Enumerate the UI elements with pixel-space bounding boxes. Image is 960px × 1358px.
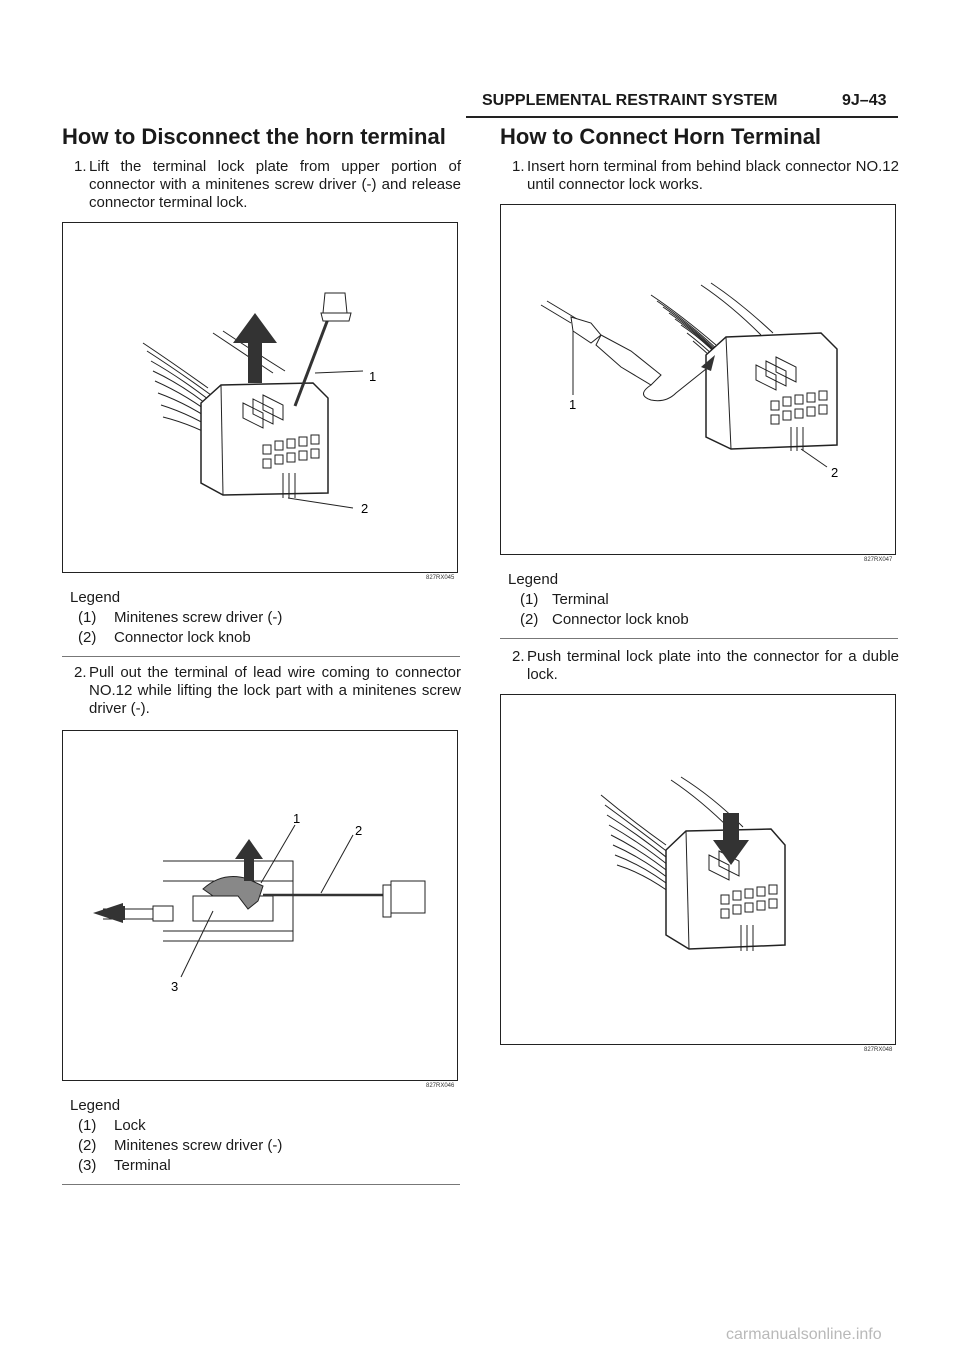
legend-key: (1) [78, 609, 97, 626]
fig1-callout-1: 1 [369, 369, 377, 384]
fig1-callout-2: 2 [361, 501, 369, 516]
header-page-number: 9J–43 [842, 92, 887, 109]
legend-3 [508, 570, 898, 634]
legend-key: (2) [520, 611, 539, 628]
right-step-2 [512, 648, 899, 684]
legend-key: (1) [78, 1117, 97, 1134]
step-text: Push terminal lock plate into the connector for a duble lock. [527, 648, 899, 683]
section-divider [500, 638, 898, 639]
legend-1 [70, 588, 460, 652]
step-text: Lift the terminal lock plate from upper portion of connector with a minitenes screw driver (-) and release connector terminal lock. [89, 158, 461, 211]
legend-label: Terminal [114, 1157, 171, 1174]
figure-827RX048 [500, 694, 896, 1045]
step-number: 1. [512, 158, 525, 175]
left-step-1 [74, 158, 461, 212]
lock-plate-push-illustration [501, 695, 895, 1044]
header-section-title: SUPPLEMENTAL RESTRAINT SYSTEM [482, 92, 778, 109]
fig2-callout-1: 1 [293, 811, 301, 826]
fig3-callout-2: 2 [831, 465, 839, 480]
legend-label: Lock [114, 1117, 146, 1134]
step-text: Pull out the terminal of lead wire coming to connector NO.12 while lifting the lock part with a minitenes screw driver (-). [89, 664, 461, 717]
legend-key: (2) [78, 1137, 97, 1154]
step-number: 1. [74, 158, 87, 175]
terminal-insert-illustration [501, 205, 895, 554]
terminal-pull-illustration [63, 731, 457, 1080]
legend-label: Connector lock knob [552, 611, 689, 628]
legend-key: (3) [78, 1157, 97, 1174]
legend-2 [70, 1096, 460, 1180]
figure-827RX047 [500, 204, 896, 555]
figure-827RX046 [62, 730, 458, 1081]
right-section-title: How to Connect Horn Terminal [500, 124, 822, 149]
step-text: Insert horn terminal from behind black connector NO.12 until connector lock works. [527, 158, 899, 193]
figure-id: 827RX045 [426, 575, 455, 581]
figure-id: 827RX048 [864, 1047, 893, 1053]
section-divider [62, 1184, 460, 1185]
legend-key: (1) [520, 591, 539, 608]
legend-label: Connector lock knob [114, 629, 251, 646]
legend-title: Legend [70, 589, 121, 606]
legend-label: Minitenes screw driver (-) [114, 609, 283, 626]
legend-title: Legend [508, 571, 559, 588]
left-step-2 [74, 664, 461, 718]
fig2-callout-2: 2 [355, 823, 363, 838]
legend-label: Minitenes screw driver (-) [114, 1137, 283, 1154]
figure-id: 827RX046 [426, 1083, 455, 1089]
fig3-callout-1: 1 [569, 397, 577, 412]
watermark: carmanualsonline.info [726, 1326, 882, 1343]
legend-key: (2) [78, 629, 97, 646]
legend-title: Legend [70, 1097, 121, 1114]
connector-lift-illustration [63, 223, 457, 572]
figure-827RX045 [62, 222, 458, 573]
fig2-callout-3: 3 [171, 979, 179, 994]
step-number: 2. [74, 664, 87, 681]
header-rule [466, 116, 898, 118]
legend-label: Terminal [552, 591, 609, 608]
section-divider [62, 656, 460, 657]
figure-id: 827RX047 [864, 557, 893, 563]
left-section-title: How to Disconnect the horn terminal [62, 124, 446, 149]
step-number: 2. [512, 648, 525, 665]
right-step-1 [512, 158, 899, 194]
